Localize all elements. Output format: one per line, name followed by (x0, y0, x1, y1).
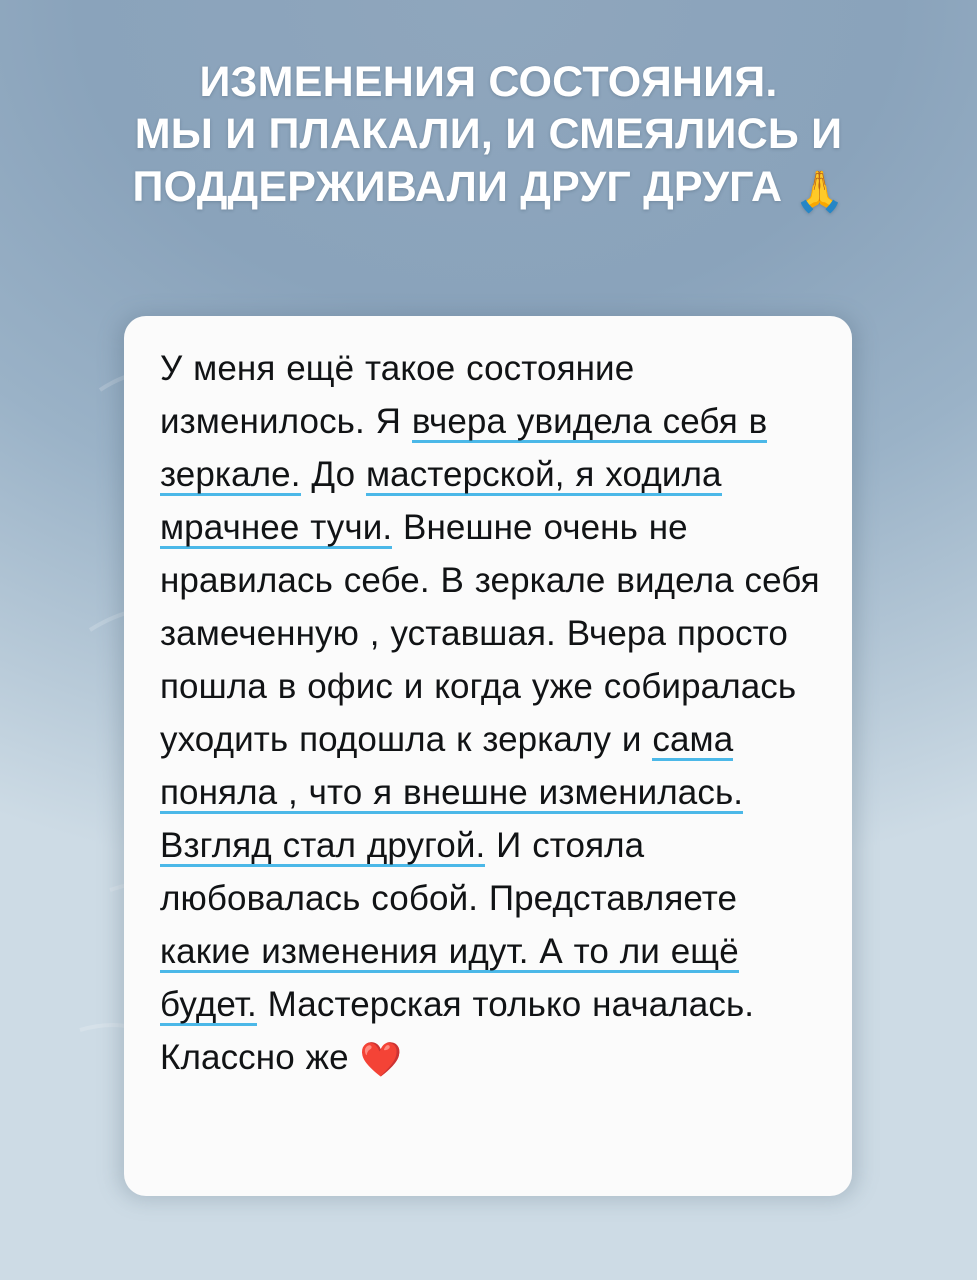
text-segment-underlined: какие изменения идут. А то ли ещё будет. (160, 932, 739, 1024)
text-segment-underlined: сама поняла , что я внешне изменилась. Взгляд стал другой. (160, 720, 744, 865)
headline-line-2: МЫ И ПЛАКАЛИ, И СМЕЯЛИСЬ И (134, 110, 843, 159)
message-card[interactable] (124, 316, 852, 1196)
message-card-text (160, 342, 822, 1087)
headline-line-1: ИЗМЕНЕНИЯ СОСТОЯНИЯ. (199, 58, 778, 106)
praying-hands-icon: 🙏 (794, 169, 845, 214)
headline-line-3-text: ПОДДЕРЖИВАЛИ ДРУГ ДРУГА (132, 162, 783, 211)
headline-line-3 (16, 161, 961, 217)
text-segment-plain: Внешне очень не нравилась себе. В зеркале видела себя замеченную , уставшая. Вчера просто пошла в офис и когда уже собиралась уходить подошла к зеркалу и (160, 508, 820, 759)
red-heart-icon: ❤️ (359, 1041, 402, 1079)
story-headline (0, 56, 977, 217)
text-segment-plain: До (300, 455, 366, 494)
text-segment-plain: И стояла любовалась собой. Представляете (160, 826, 738, 918)
text-segment-plain: У меня ещё такое состояние изменилось. Я (160, 349, 635, 441)
message-paragraph (160, 342, 822, 1087)
text-segment-underlined: вчера увидела себя в зеркале. (160, 402, 768, 494)
text-segment-underlined: мастерской, я ходила мрачнее тучи. (160, 455, 722, 547)
text-segment-plain: Мастерская только началась. Классно же (160, 985, 755, 1077)
